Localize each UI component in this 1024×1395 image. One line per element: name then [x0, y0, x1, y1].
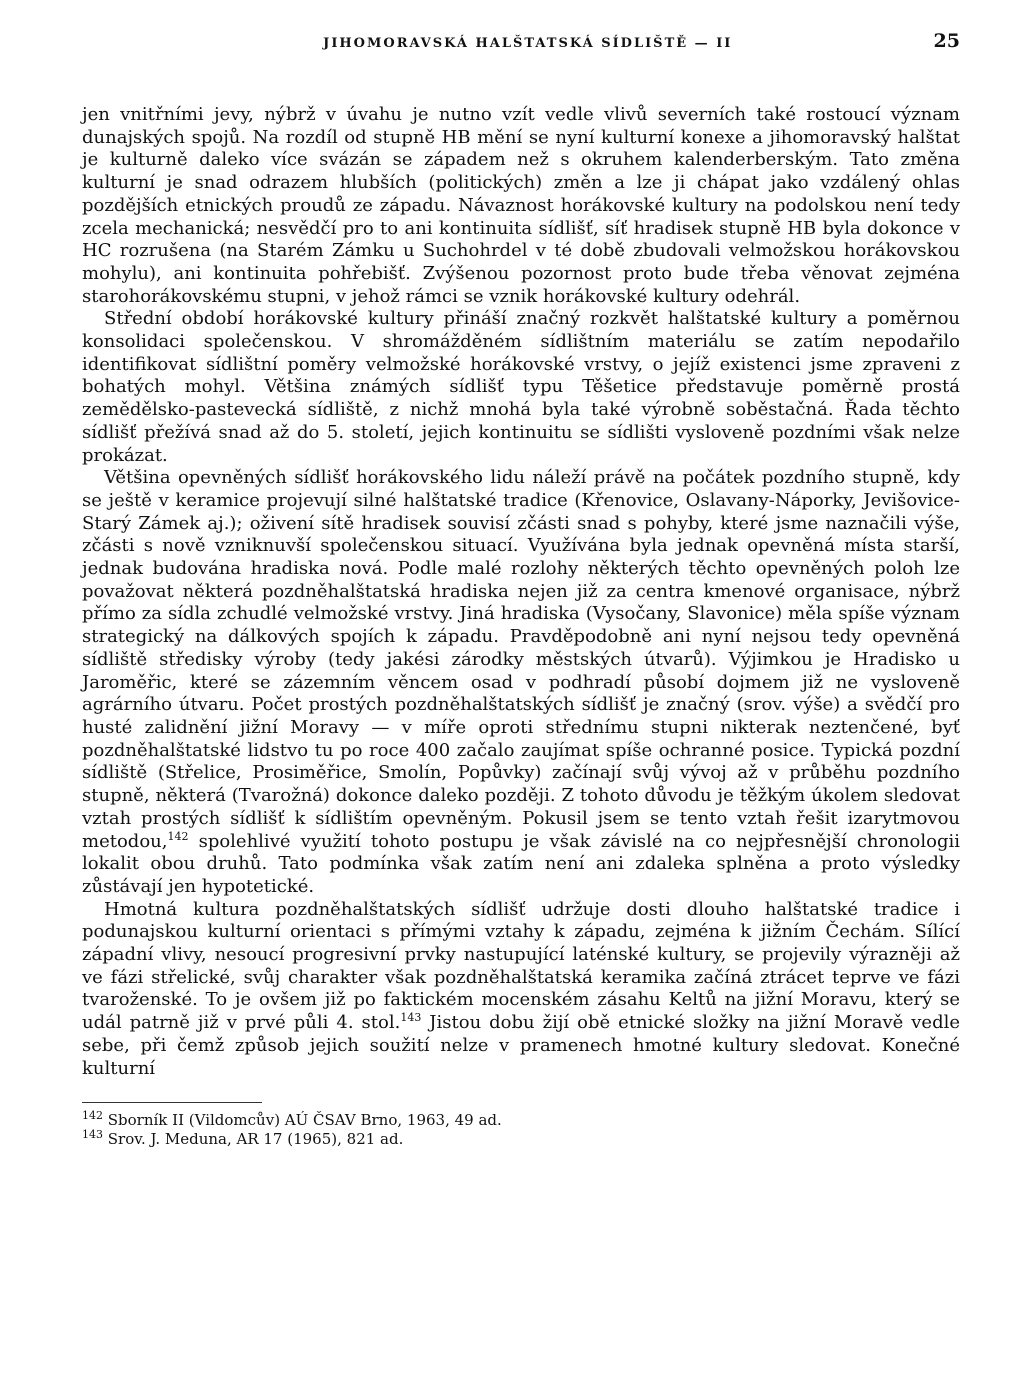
paragraph-text: Hmotná kultura pozdněhalštatských sídlišť udržuje dosti dlouho halštatské tradice i podunajskou kulturní orientaci s přímými vztahy k západu, zejména k jižním Čechám. Sílící západní vlivy, nesoucí progresivní prvky nastupující laténské kultury, se projevily výrazněji až ve fázi střelické, svůj charakter však pozdněhalštatská keramika začíná ztrácet teprve ve fázi tvaroženské. To je ovšem již po faktickém mocenském zásahu Keltů na jižní Moravu, který se udál patrně již v prvé půli 4. stol. — [82, 898, 960, 1034]
page-number: 25 — [933, 30, 960, 52]
body-text — [82, 104, 960, 1080]
paragraph-text: Většina opevněných sídlišť horákovského lidu náleží právě na počátek pozdního stupně, kdy se ještě v keramice projevují silné halštatské tradice (Křenovice, Oslavany-Náporky, Jevišovice-Starý Zámek aj.); oživení sítě hradisek souvisí zčásti snad s pohyby, které jsme naznačili výše, zčásti s nově vzniknuvší společenskou situací. Využívána byla jednak opevněná místa starší, jednak budována hradiska nová. Podle malé rozlohy některých těchto opevněných poloh lze považovat některá pozdněhalštatská hradiska nejen již za centra kmenové organisace, nýbrž přímo za sídla zchudlé velmožské vrstvy. Jiná hradiska (Vysočany, Slavonice) měla spíše význam strategický na dálkových spojích k západu. Pravděpodobně ani nyní nejsou tedy opevněná sídliště středisky výroby (tedy jakési zárodky městských útvarů). Výjimkou je Hradisko u Jaroměřic, které se zázemním věncem osad v podhradí působí dojmem již ne vysloveně agrárního útvaru. Počet prostých pozdněhalštatských sídlišť je značný (srov. výše) a svědčí pro husté zalidnění jižní Moravy — v míře oproti střednímu stupni nikterak neztenčené, byť pozdněhalštatské lidstvo tu po roce 400 začalo zaujímat spíše ochranné posice. Typická pozdní sídliště (Střelice, Prosiměřice, Smolín, Popůvky) začínají svůj vývoj až v průběhu pozdního stupně, některá (Tvarožná) dokonce daleko později. Z tohoto důvodu je těžkým úkolem sledovat vztah prostých sídlišť k sídlištím opevněným. Pokusil jsem se tento vztah řešit izarytmovou metodou, — [82, 467, 960, 852]
footnote-divider — [82, 1102, 262, 1103]
paragraph — [82, 467, 960, 898]
paragraph-text: Jistou dobu žijí obě etnické složky na jižní Moravě vedle sebe, při čemž způsob jejich soužití nelze v pramenech hmotné kultury sledovat. Konečné kulturní — [82, 1012, 960, 1079]
footnote-mark: 142 — [82, 1109, 103, 1123]
footnote-reference: 142 — [167, 829, 189, 843]
footnote-text: Sborník II (Vildomcův) AÚ ČSAV Brno, 1963, 49 ad. — [103, 1111, 502, 1130]
footnotes — [82, 1111, 960, 1149]
footnote-text: Srov. J. Meduna, AR 17 (1965), 821 ad. — [103, 1130, 404, 1149]
footnote — [82, 1130, 960, 1149]
paragraph — [82, 104, 960, 308]
footnote-reference: 143 — [400, 1011, 422, 1025]
running-title: JIHOMORAVSKÁ HALŠTATSKÁ SÍDLIŠTĚ — II — [323, 36, 733, 51]
paragraph-text: jen vnitřními jevy, nýbrž v úvahu je nutno vzít vedle vlivů severních také rostoucí význam dunajských spojů. Na rozdíl od stupně HB mění se nyní kulturní konexe a jihomoravský halštat je kulturně daleko více svázán se západem než s okruhem kalenderberským. Tato změna kulturní je snad odrazem hlubších (politických) změn a lze ji chápat jako vzdálený ohlas pozdějších etnických proudů ze západu. Návaznost horákovské kultury na podolskou není tedy zcela mechanická; nesvědčí pro to ani kontinuita sídlišť, síť hradisek stupně HB byla dokonce v HC rozrušena (na Starém Zámku u Suchohrdel v té době zbudovali velmožskou horákovskou mohylu), ani kontinuita pohřebišť. Zvýšenou pozornost proto bude třeba věnovat zejména starohorákovskému stupni, v jehož rámci se vznik horákovské kultury odehrál. — [82, 104, 960, 307]
footnote — [82, 1111, 960, 1130]
footnote-mark: 143 — [82, 1128, 103, 1142]
paragraph-text: spolehlivé využití tohoto postupu je však závislé na co nejpřesnější chronologii lokalit obou druhů. Tato podmínka však zatím není ani zdaleka splněna a proto výsledky zůstávají jen hypotetické. — [82, 830, 960, 897]
running-header — [82, 30, 960, 66]
paragraph — [82, 899, 960, 1081]
document-page — [82, 30, 960, 1149]
paragraph — [82, 308, 960, 467]
paragraph-text: Střední období horákovské kultury přináší značný rozkvět halštatské kultury a poměrnou konsolidaci společenskou. V shromážděném sídlištním materiálu se zatím nepodařilo identifikovat sídlištní poměry velmožské horákovské vrstvy, o jejíž existenci jsme zpraveni z bohatých mohyl. Většina známých sídlišť typu Těšetice představuje poměrně prostá zemědělsko-pastevecká sídliště, z nichž mnohá byla také výrobně soběstačná. Řada těchto sídlišť přežívá snad až do 5. století, jejich kontinuitu se sídlišti vysloveně pozdními však nelze prokázat. — [82, 308, 960, 466]
